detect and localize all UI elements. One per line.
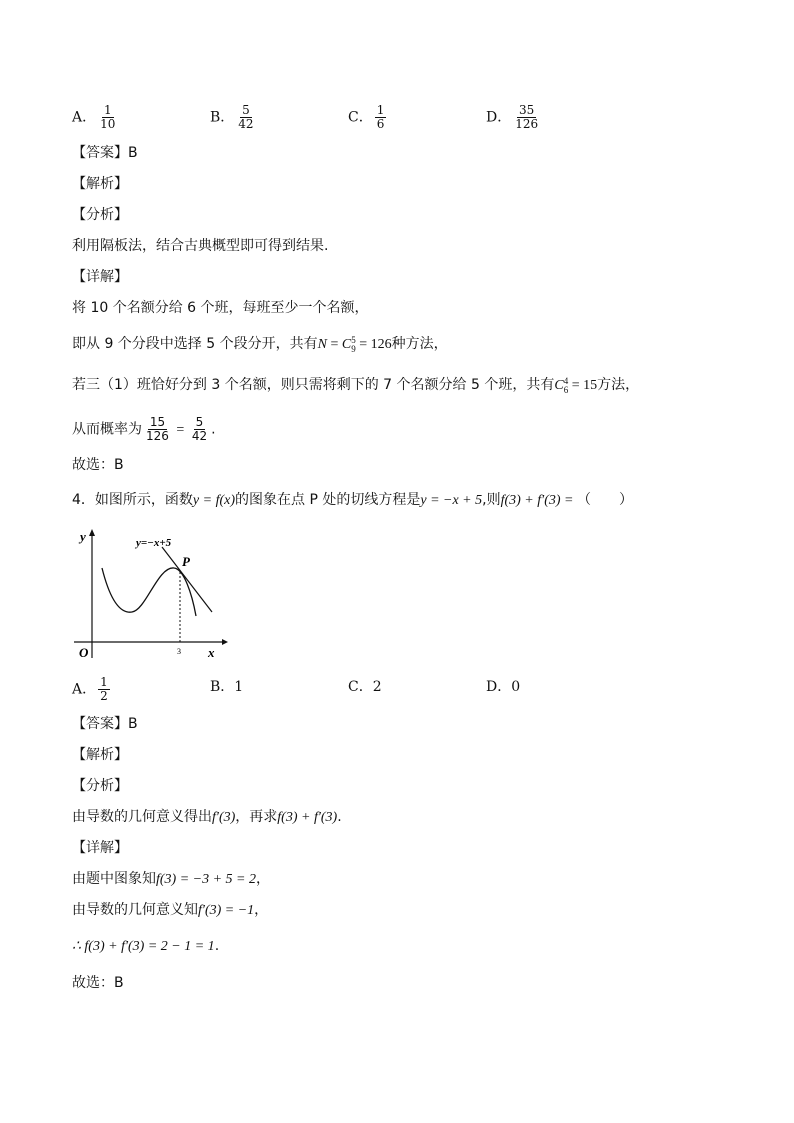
- math-op: =: [326, 337, 342, 352]
- option-letter: D．: [486, 679, 512, 695]
- fraction-2: [190, 416, 209, 443]
- q4-fenxi-heading: 【分析】: [72, 778, 128, 794]
- math-expr: f′(3): [212, 810, 236, 825]
- math-op: =: [172, 422, 188, 438]
- option-fraction: [513, 104, 540, 131]
- math-expr: f(3) + f′(3): [277, 810, 338, 825]
- denominator: 10: [100, 117, 116, 131]
- q3-option-c: [348, 104, 388, 131]
- text: .: [211, 421, 216, 438]
- text: 方法，: [597, 377, 640, 393]
- q4-choice: 故选：B: [72, 975, 124, 991]
- denominator: 126: [515, 117, 539, 131]
- q3-option-b: [210, 104, 258, 131]
- x-axis-label: x: [208, 645, 215, 660]
- text: ，再求: [235, 809, 278, 825]
- text: 由导数的几何意义得出: [72, 809, 212, 825]
- q3-detail-heading: 【详解】: [72, 269, 128, 285]
- combination: [341, 334, 356, 354]
- text: 从而概率为: [72, 421, 142, 438]
- q3-answer: 【答案】B: [72, 145, 138, 161]
- q4-answer: 【答案】B: [72, 716, 138, 732]
- x-axis-arrow: [222, 639, 228, 645]
- text: .: [214, 938, 220, 954]
- y-axis-arrow: [89, 529, 95, 536]
- option-letter: B．: [210, 679, 235, 695]
- q4-step-1: [72, 869, 270, 890]
- option-value: 0: [511, 679, 521, 695]
- math-expr: y = f(x): [192, 493, 236, 508]
- text: 由导数的几何意义知: [72, 902, 198, 918]
- text: 由题中图象知: [72, 871, 156, 887]
- text: ，: [256, 871, 271, 887]
- function-graph: [72, 526, 232, 662]
- numerator: 1: [103, 103, 112, 117]
- math-var: C: [341, 337, 352, 352]
- q3-option-a: [72, 104, 119, 131]
- q4-step-2: [72, 900, 268, 921]
- option-letter: D．: [486, 109, 512, 126]
- subscript: 6: [563, 384, 569, 395]
- math-expr: f′(3) = −1: [198, 903, 255, 918]
- q3-analysis-heading: 【解析】: [72, 176, 128, 192]
- numerator: 15: [149, 415, 166, 429]
- tangent-line-label: y=−x+5: [136, 537, 172, 549]
- origin-label: O: [79, 645, 89, 660]
- option-letter: B．: [210, 109, 235, 126]
- option-fraction: [236, 104, 255, 131]
- function-curve: [102, 568, 196, 616]
- option-letter: C．: [348, 109, 373, 126]
- text: 的图象在点 P 处的切线方程是: [235, 492, 421, 508]
- option-letter: A．: [72, 681, 97, 698]
- q4-option-b: [210, 677, 243, 697]
- numerator: 1: [376, 103, 385, 117]
- q4-detail-heading: 【详解】: [72, 840, 128, 856]
- denominator: 126: [146, 429, 169, 443]
- text: ,则: [482, 492, 501, 508]
- subscript: 9: [351, 343, 356, 354]
- q3-option-d: [486, 104, 542, 131]
- option-letter: A．: [72, 109, 97, 126]
- numerator: 35: [519, 103, 535, 117]
- text: ，: [254, 902, 269, 918]
- text: .: [337, 809, 342, 825]
- text: 若三（1）班恰好分到 3 个名额，则只需将剩下的 7 个名额分给 5 个班，共有: [72, 377, 555, 393]
- math-value: = 15: [568, 378, 598, 393]
- y-axis-label: y: [80, 529, 86, 544]
- point-p-label: P: [182, 554, 190, 569]
- superscript: 5: [351, 334, 356, 345]
- denominator: 42: [238, 117, 254, 131]
- math-var: N: [317, 337, 327, 352]
- q3-fenxi-text: 利用隔板法，结合古典概型即可得到结果.: [72, 238, 329, 254]
- option-value: 2: [372, 679, 382, 695]
- denominator: 6: [376, 117, 385, 131]
- q4-stem: [72, 490, 633, 511]
- numerator: 1: [100, 675, 108, 689]
- option-value: 1: [234, 679, 244, 695]
- q4-analysis-heading: 【解析】: [72, 747, 128, 763]
- math-expr: f(3) + f′(3) =: [500, 493, 577, 508]
- denominator: 42: [191, 429, 208, 443]
- text: 种方法，: [391, 336, 448, 352]
- option-fraction: [98, 676, 110, 703]
- q4-step-3: [72, 936, 219, 957]
- math-expr: f(3) = −3 + 5 = 2: [156, 872, 257, 887]
- q3-fenxi-heading: 【分析】: [72, 207, 128, 223]
- q4-option-c: [348, 677, 382, 697]
- superscript: 4: [563, 375, 569, 386]
- text: 4．如图所示，函数: [72, 492, 193, 508]
- combination: [554, 375, 569, 395]
- q3-step-2: [72, 334, 448, 355]
- numerator: 5: [195, 415, 204, 429]
- math-var: C: [554, 378, 564, 393]
- option-letter: C．: [348, 679, 373, 695]
- fraction-1: [144, 416, 171, 443]
- q3-choice: 故选：B: [72, 457, 124, 473]
- numerator: 5: [242, 103, 250, 117]
- math-expr: ∴ f(3) + f′(3) = 2 − 1 = 1: [72, 939, 215, 954]
- q4-fenxi-text: [72, 807, 342, 828]
- option-fraction: [98, 104, 117, 131]
- text: 即从 9 个分段中选择 5 个段分开，共有: [72, 336, 318, 352]
- math-expr: y = −x + 5: [420, 493, 483, 508]
- q4-option-d: [486, 677, 520, 697]
- q3-step-4: [72, 416, 216, 443]
- q4-option-a: [72, 676, 112, 703]
- text: （ ）: [576, 492, 633, 508]
- math-value: = 126: [355, 337, 392, 352]
- tick-3-label: 3: [177, 647, 181, 656]
- q3-step-1: 将 10 个名额分给 6 个班，每班至少一个名额，: [72, 300, 369, 316]
- option-fraction: [375, 104, 387, 131]
- q3-step-3: [72, 375, 639, 396]
- denominator: 2: [100, 689, 108, 703]
